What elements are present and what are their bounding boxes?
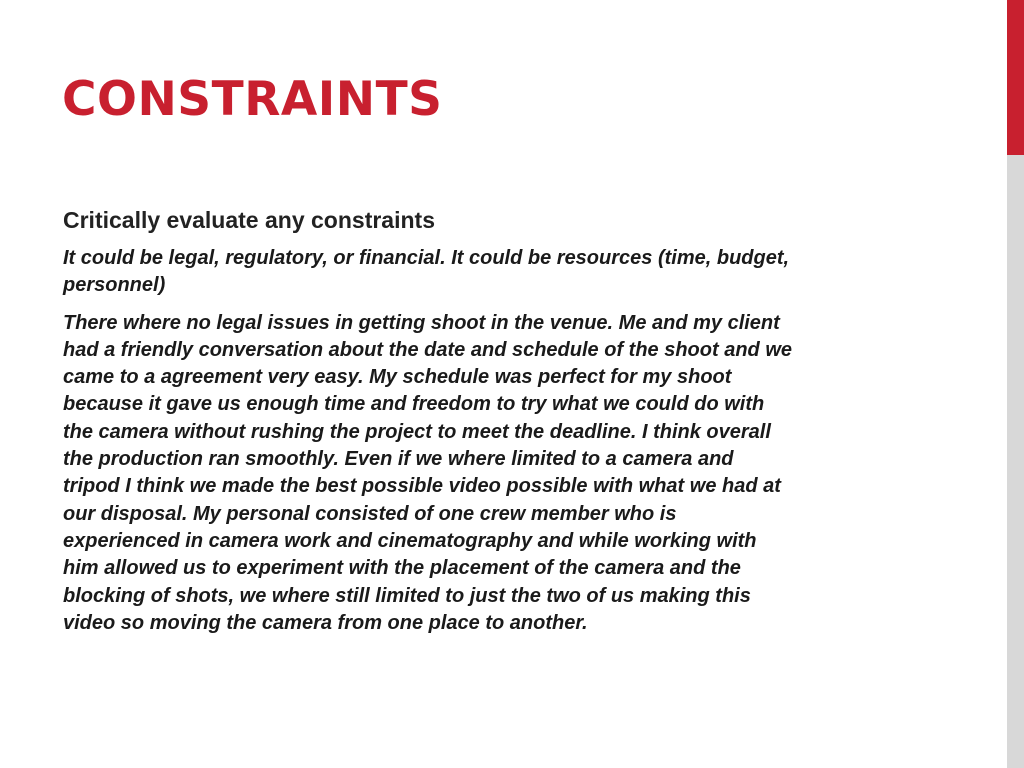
body-line: our disposal. My personal consisted of one crew member who is [63, 502, 677, 525]
body-line: the camera without rushing the project to meet the deadline. I think overall [63, 420, 771, 443]
body-paragraph [63, 310, 943, 638]
body-line: him allowed us to experiment with the placement of the camera and the [63, 557, 741, 580]
body-line: the production ran smoothly. Even if we where limited to a camera and [63, 448, 734, 471]
body-line: had a friendly conversation about the date and schedule of the shoot and we [63, 338, 792, 361]
body-line: experienced in camera work and cinematography and while working with [63, 529, 757, 552]
subheading: Critically evaluate any constraints [63, 207, 435, 233]
body-line: There where no legal issues in getting shoot in the venue. Me and my client [63, 311, 780, 334]
accent-bar-red [1007, 0, 1024, 155]
body-line: because it gave us enough time and freedom to try what we could do with [63, 393, 765, 416]
body-line: blocking of shots, we where still limited to just the two of us making this [63, 584, 751, 607]
prompt-line: It could be legal, regulatory, or financial. It could be resources (time, budget, [63, 247, 790, 269]
prompt-paragraph [63, 245, 943, 300]
body-line: came to a agreement very easy. My schedule was perfect for my shoot [63, 366, 732, 389]
slide-content [63, 203, 943, 647]
body-line: tripod I think we made the best possible video possible with what we had at [63, 475, 781, 498]
slide-title: CONSTRAINTS [62, 72, 443, 127]
accent-bar-gray [1007, 155, 1024, 768]
prompt-line: personnel) [63, 274, 166, 297]
body-line: video so moving the camera from one place to another. [63, 611, 588, 634]
